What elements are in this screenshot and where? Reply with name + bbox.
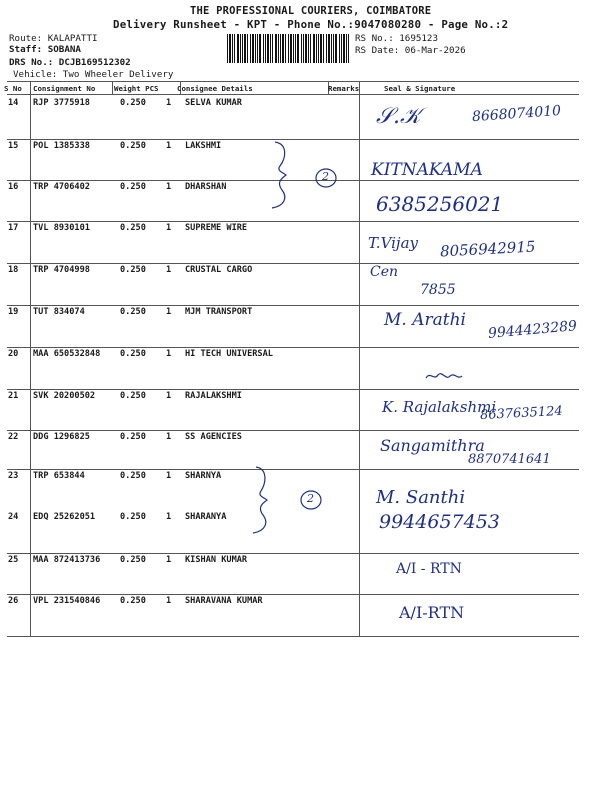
row-consignment-no: POL 1385338 <box>33 141 90 151</box>
group-brace-23-24 <box>252 465 282 535</box>
group-brace-15-16 <box>270 140 300 210</box>
row-sno: 24 <box>8 512 19 522</box>
row-consignment-no: TRP 4706402 <box>33 182 90 192</box>
signature-19: M. Arathi <box>384 310 466 330</box>
row-weight: 0.250 <box>120 223 146 233</box>
signature-17: T.Vijay <box>368 234 419 252</box>
row-sno: 16 <box>8 182 19 192</box>
row-sno: 18 <box>8 265 19 275</box>
signature-23-24-phone: 9944657453 <box>379 511 500 533</box>
row-pcs: 1 <box>166 471 172 481</box>
row-divider <box>7 553 579 554</box>
row-consignment-no: EDQ 25262051 <box>33 512 96 522</box>
row-pcs: 1 <box>166 182 172 192</box>
row-divider <box>7 430 579 431</box>
row-pcs: 1 <box>166 265 172 275</box>
route-label: Route: KALAPATTI <box>9 33 98 44</box>
row-consignment-no: TRP 653844 <box>33 471 85 481</box>
col-weight-pcs: Weight PCS <box>114 84 159 93</box>
row-consignee: LAKSHMI <box>185 141 222 151</box>
company-title: THE PROFESSIONAL COURIERS, COIMBATORE <box>190 5 432 17</box>
row-weight: 0.250 <box>120 432 146 442</box>
rs-date: RS Date: 06-Mar-2026 <box>355 45 466 56</box>
signature-17-phone: 8056942915 <box>439 237 536 261</box>
signature-19-phone: 9944423289 <box>487 318 578 342</box>
signature-20 <box>424 370 464 382</box>
row-pcs: 1 <box>166 98 172 108</box>
row-consignee: SELVA KUMAR <box>185 98 242 108</box>
signature-23-24-name: M. Santhi <box>376 487 466 508</box>
row-pcs: 1 <box>166 391 172 401</box>
row-pcs: 1 <box>166 432 172 442</box>
signature-22: Sangamithra <box>380 436 485 455</box>
row-consignment-no: TVL 8930101 <box>33 223 90 233</box>
row-divider <box>7 594 579 595</box>
staff-label: Staff: SOBANA <box>9 44 81 55</box>
row-consignment-no: MAA 650532848 <box>33 349 101 359</box>
signature-21: K. Rajalakshmi <box>382 398 497 416</box>
signature-15-16-phone: 6385256021 <box>376 192 504 216</box>
row-consignment-no: RJP 3775918 <box>33 98 90 108</box>
row-consignment-no: MAA 872413736 <box>33 555 101 565</box>
row-consignment-no: SVK 20200502 <box>33 391 96 401</box>
row-weight: 0.250 <box>120 512 146 522</box>
row-consignee: MJM TRANSPORT <box>185 307 253 317</box>
row-sno: 19 <box>8 307 19 317</box>
drs-number: DRS No.: DCJB169512302 <box>9 57 131 68</box>
row-consignee: SHARANYA <box>185 512 227 522</box>
signature-14-phone: 8668074010 <box>471 102 562 126</box>
row-consignment-no: VPL 231540846 <box>33 596 101 606</box>
row-sno: 17 <box>8 223 19 233</box>
row-pcs: 1 <box>166 223 172 233</box>
row-pcs: 1 <box>166 596 172 606</box>
signature-14: 𝒮.𝒦 <box>376 104 421 129</box>
row-consignment-no: TUT 834074 <box>33 307 85 317</box>
col-seal-signature: Seal & Signature <box>384 84 456 93</box>
vehicle-label: Vehicle: Two Wheeler Delivery <box>13 69 174 80</box>
row-weight: 0.250 <box>120 391 146 401</box>
row-weight: 0.250 <box>120 265 146 275</box>
group-mark-15-16: 2 <box>322 170 329 183</box>
row-weight: 0.250 <box>120 349 146 359</box>
row-consignee: SS AGENCIES <box>185 432 242 442</box>
signature-21-phone: 8637635124 <box>479 403 564 424</box>
row-pcs: 1 <box>166 307 172 317</box>
row-consignee: SHARNYA <box>185 471 222 481</box>
row-sno: 26 <box>8 596 19 606</box>
row-consignment-no: TRP 4704998 <box>33 265 90 275</box>
row-pcs: 1 <box>166 349 172 359</box>
col-consignee-details: Consignee Details <box>177 84 253 93</box>
row-divider <box>7 469 579 470</box>
signature-22-phone: 8870741641 <box>468 452 551 467</box>
row-consignment-no: DDG 1296825 <box>33 432 90 442</box>
row-sno: 15 <box>8 141 19 151</box>
row-sno: 22 <box>8 432 19 442</box>
col-sno: S No <box>4 84 22 93</box>
row-weight: 0.250 <box>120 307 146 317</box>
row-divider <box>7 347 579 348</box>
row-pcs: 1 <box>166 512 172 522</box>
col-consignment-no: Consignment No <box>33 84 96 93</box>
row-weight: 0.250 <box>120 555 146 565</box>
row-divider <box>7 221 579 222</box>
row-consignee: KISHAN KUMAR <box>185 555 248 565</box>
row-sno: 20 <box>8 349 19 359</box>
row-weight: 0.250 <box>120 98 146 108</box>
row-consignee: RAJALAKSHMI <box>185 391 242 401</box>
signature-18-scribble: 7855 <box>420 282 456 298</box>
group-mark-23-24: 2 <box>307 492 314 505</box>
signature-26: A/I-RTN <box>399 603 465 622</box>
row-pcs: 1 <box>166 555 172 565</box>
row-pcs: 1 <box>166 141 172 151</box>
row-weight: 0.250 <box>120 141 146 151</box>
row-consignee: HI TECH UNIVERSAL <box>185 349 273 359</box>
row-divider <box>7 389 579 390</box>
row-divider <box>7 636 579 637</box>
rs-number: RS No.: 1695123 <box>355 33 438 44</box>
row-consignee: SHARAVANA KUMAR <box>185 596 263 606</box>
signature-18: Cen <box>370 264 399 280</box>
row-consignee: DHARSHAN <box>185 182 227 192</box>
column-divider <box>359 94 360 636</box>
row-divider <box>7 305 579 306</box>
column-divider <box>30 94 31 636</box>
signature-25: A/I - RTN <box>396 561 462 577</box>
runsheet-subtitle: Delivery Runsheet - KPT - Phone No.:9047080280 - Page No.:2 <box>113 18 509 31</box>
row-weight: 0.250 <box>120 596 146 606</box>
col-remarks: Remarks <box>328 84 360 93</box>
signature-15-16-name: KITNAKAMA <box>371 160 483 180</box>
row-divider <box>7 263 579 264</box>
row-consignee: SUPREME WIRE <box>185 223 248 233</box>
row-sno: 23 <box>8 471 19 481</box>
row-consignee: CRUSTAL CARGO <box>185 265 253 275</box>
row-weight: 0.250 <box>120 182 146 192</box>
row-sno: 25 <box>8 555 19 565</box>
row-sno: 21 <box>8 391 19 401</box>
barcode <box>227 34 352 63</box>
row-sno: 14 <box>8 98 19 108</box>
row-weight: 0.250 <box>120 471 146 481</box>
